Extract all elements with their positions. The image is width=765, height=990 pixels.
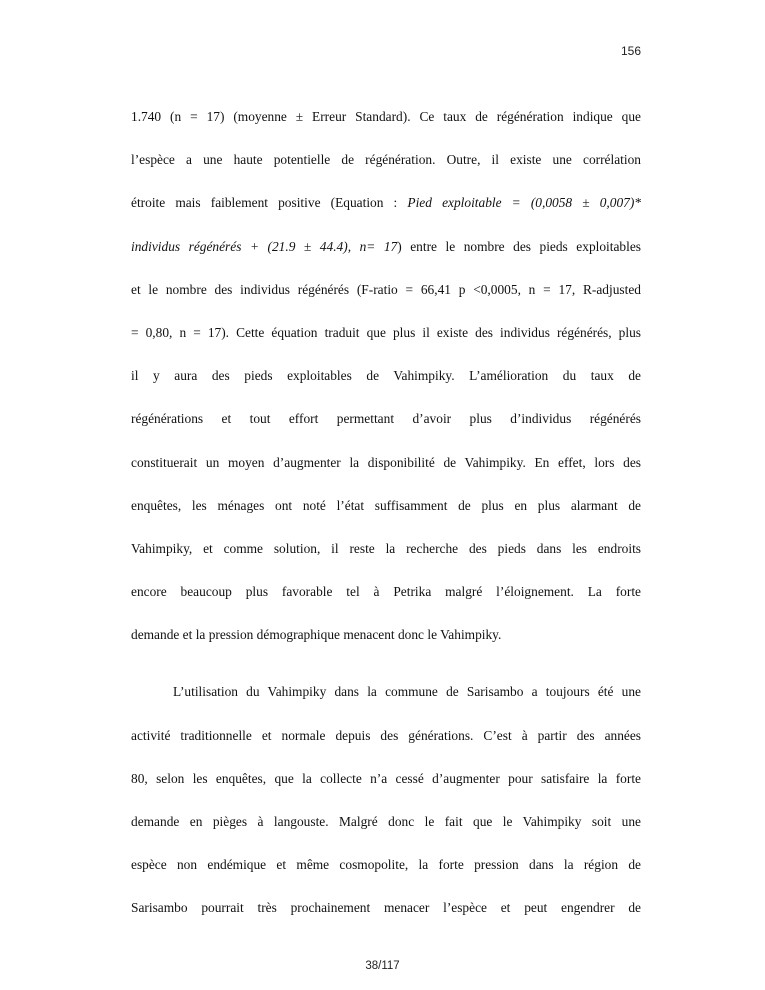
text-line: étroite mais faiblement positive (Equation : Pied exploitable = (0,0058 ± 0,007)* (131, 195, 641, 211)
text-line: Vahimpiky, et comme solution, il reste la recherche des pieds dans les endroits (131, 540, 641, 556)
text-line: L’utilisation du Vahimpiky dans la commune de Sarisambo a toujours été une (173, 684, 641, 700)
paragraph-gap (131, 668, 641, 682)
text-line: 80, selon les enquêtes, que la collecte n’a cessé d’augmenter pour satisfaire la forte (131, 770, 641, 786)
text-line: enquêtes, les ménages ont noté l’état suffisamment de plus en plus alarmant de (131, 497, 641, 513)
body-text (131, 107, 641, 942)
equation-italic: Pied exploitable = (0,0058 ± 0,007)* (407, 195, 641, 211)
text-line: 1.740 (n = 17) (moyenne ± Erreur Standard). Ce taux de régénération indique que (131, 109, 641, 124)
text-line: demande en pièges à langouste. Malgré donc le fait que le Vahimpiky soit une (131, 814, 641, 829)
text-line: individus régénérés + (21.9 ± 44.4), n= 17) entre le nombre des pieds exploitables (131, 238, 642, 254)
equation-italic: individus régénérés + (21.9 ± 44.4), n= 17 (131, 238, 398, 254)
text-line: activité traditionnelle et normale depuis des générations. C’est à partir des années (131, 727, 641, 743)
page-indicator: 38/117 (365, 960, 400, 972)
text-line: Sarisambo pourrait très prochainement menacer l’espèce et peut engendrer de (131, 900, 641, 916)
text-line: il y aura des pieds exploitables de Vahimpiky. L’amélioration du taux de (131, 368, 641, 384)
text-line: encore beaucoup plus favorable tel à Petrika malgré l’éloignement. La forte (131, 584, 641, 600)
text-line: = 0,80, n = 17). Cette équation traduit que plus il existe des individus régénérés, plus (131, 324, 641, 340)
text-line: constituerait un moyen d’augmenter la disponibilité de Vahimpiky. En effet, lors des (131, 454, 641, 470)
text-line: l’espèce a une haute potentielle de régénération. Outre, il existe une corrélation (131, 152, 641, 168)
text-line: espèce non endémique et même cosmopolite, la forte pression dans la région de (131, 857, 641, 873)
paragraph-1 (131, 107, 641, 668)
text-line: demande et la pression démographique menacent donc le Vahimpiky. (131, 627, 502, 643)
paragraph-2 (131, 682, 641, 941)
text-line: régénérations et tout effort permettant d’avoir plus d’individus régénérés (131, 411, 641, 427)
text-line: et le nombre des individus régénérés (F-ratio = 66,41 p ˂0,0005, n = 17, R-adjusted (131, 281, 641, 297)
page-number: 156 (620, 44, 641, 58)
